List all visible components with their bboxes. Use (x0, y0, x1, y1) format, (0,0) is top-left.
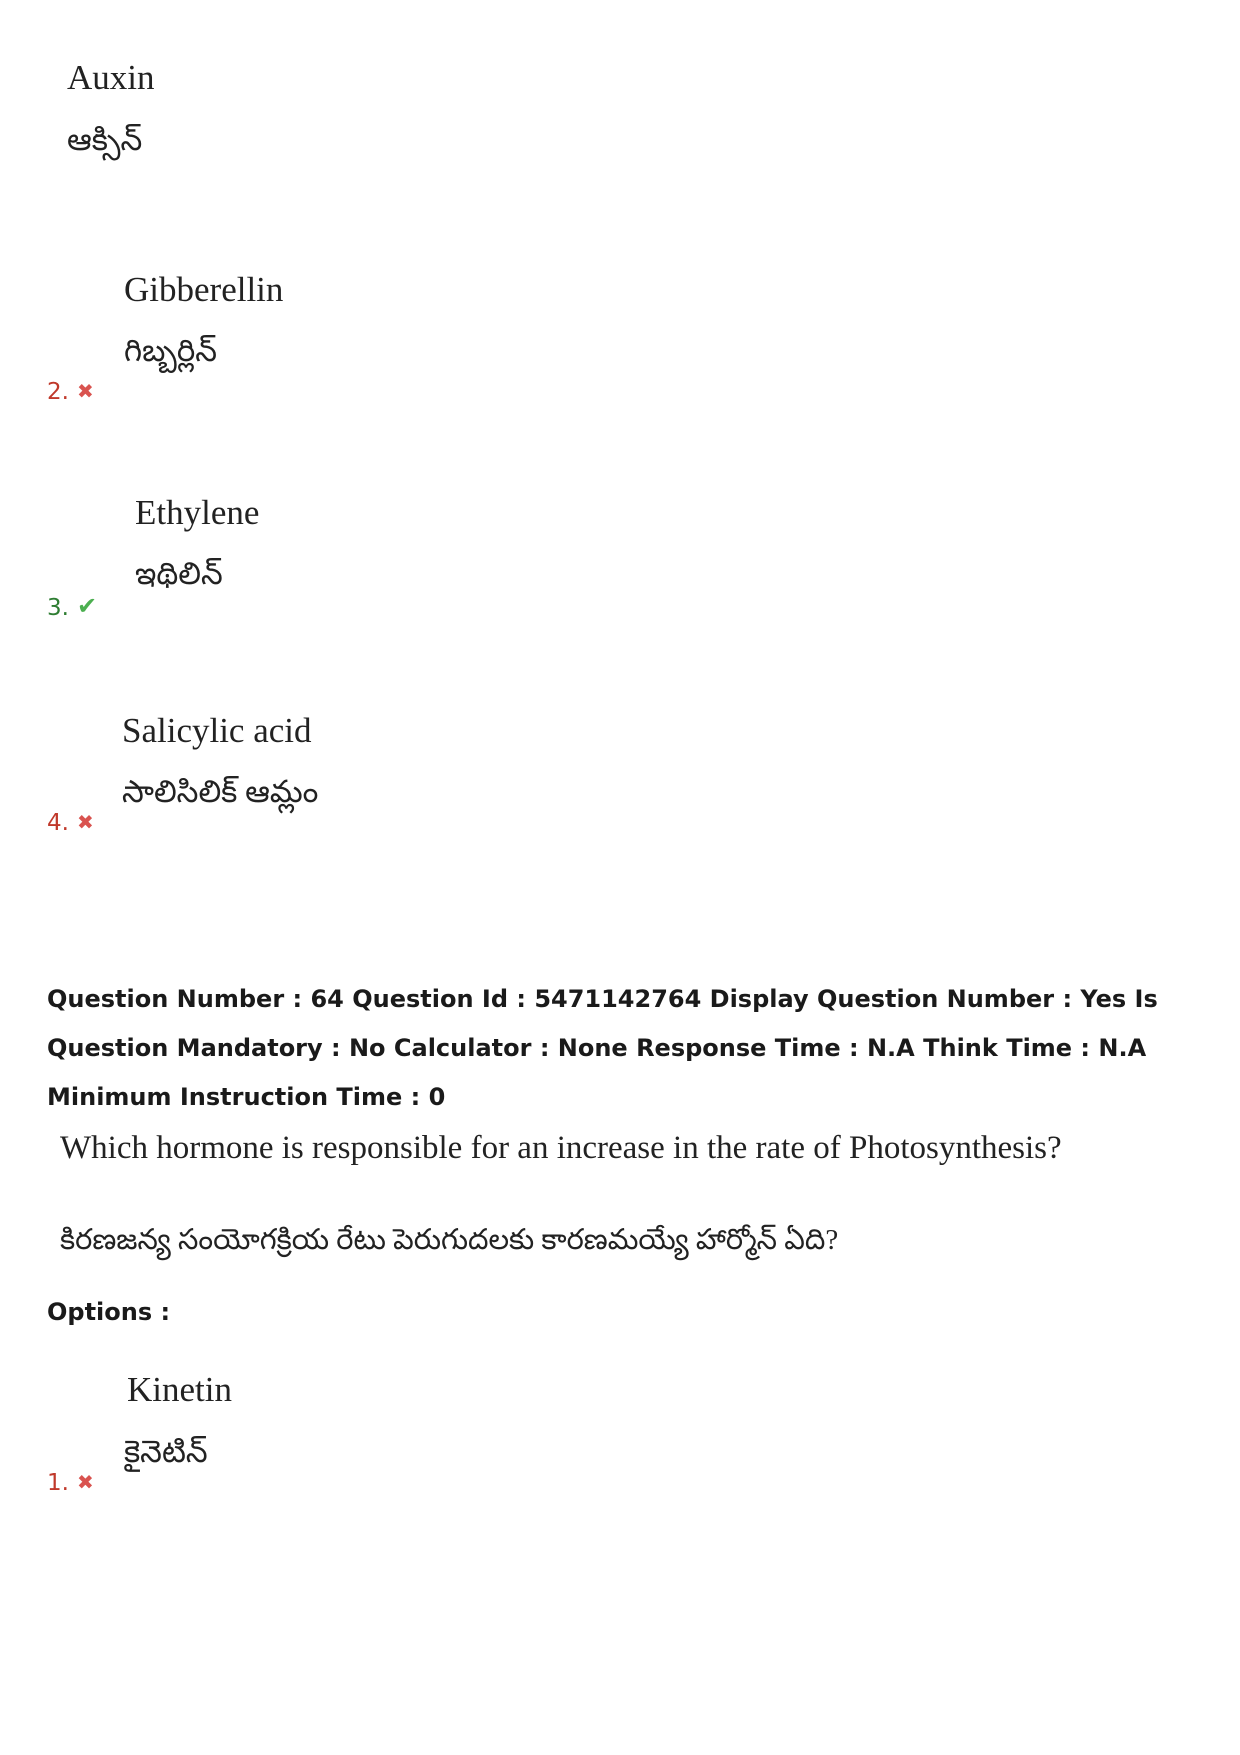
cross-icon: ✖ (76, 810, 94, 834)
option-telugu-text: కైనెటిన్ (124, 1434, 208, 1469)
option-english-text: Kinetin (127, 1370, 232, 1409)
option-telugu-text: గిబ్బర్లిన్ (124, 333, 217, 368)
options-label: Options : (47, 1298, 171, 1326)
option-telugu-text: సాలిసిలిక్ ఆమ్లం (122, 774, 319, 809)
option-number-1 (47, 1470, 94, 1496)
option-number-label: 4. (47, 810, 69, 836)
cross-icon: ✖ (76, 1470, 94, 1494)
option-english-text: Ethylene (135, 493, 260, 532)
question-metadata: Question Number : 64 Question Id : 5471142764 Display Question Number : Yes Is Question Mandatory : No Calculator : None Response Time : N.A Think Time : N.A Minimum Instruction Time : 0 (47, 985, 1158, 1111)
option-number-label: 2. (47, 379, 69, 405)
question-english-text: Which hormone is responsible for an increase in the rate of Photosynthesis? (60, 1130, 1062, 1166)
question-telugu-text: కిరణజన్య సంయోగక్రియ రేటు పెరుగుదలకు కారణమయ్యే హార్మోన్ ఏది? (60, 1224, 839, 1256)
cross-icon: ✖ (76, 379, 94, 403)
option-english-text: Salicylic acid (122, 711, 312, 750)
option-number-label: 3. (47, 595, 69, 621)
option-number-label: 1. (47, 1470, 69, 1496)
option-telugu-text: ఆక్సిన్ (67, 122, 143, 157)
option-telugu-text: ఇథిలిన్ (135, 556, 223, 591)
option-number-4 (47, 810, 94, 836)
option-number-2 (47, 379, 94, 405)
option-english-text: Gibberellin (124, 270, 284, 309)
option-english-text: Auxin (67, 58, 155, 97)
check-icon: ✔ (76, 592, 98, 620)
option-number-3 (47, 592, 97, 621)
